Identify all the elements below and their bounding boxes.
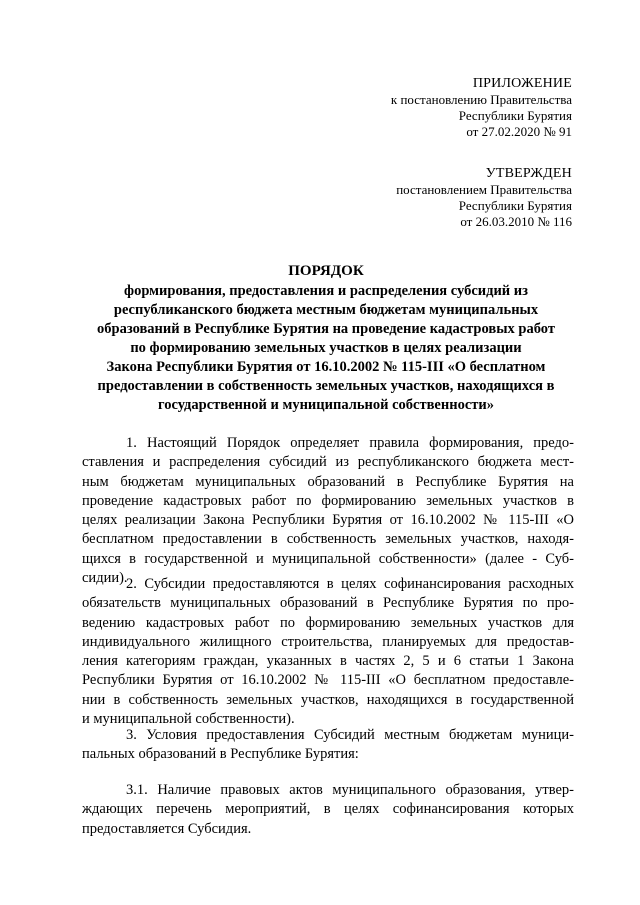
paragraph-line: ным бюджетам муниципальных образований в Республике Бурятия на — [82, 473, 574, 490]
appendix-line: к постановлению Правительства — [390, 92, 572, 107]
appendix-label: ПРИЛОЖЕНИЕ — [472, 76, 572, 91]
approved-line: постановлением Правительства — [396, 182, 572, 197]
paragraph-3 — [82, 726, 574, 765]
paragraph-2 — [82, 575, 574, 729]
document-title — [92, 262, 560, 415]
appendix-header — [391, 76, 572, 140]
paragraph-line: 1. Настоящий Порядок определяет правила формирования, предо- — [126, 435, 574, 451]
approved-date: от 26.03.2010 № 116 — [460, 214, 572, 229]
approved-header — [396, 166, 572, 230]
paragraph-line: индивидуального жилищного строительства, планируемых для предостав- — [82, 633, 574, 650]
paragraph-line: Республики Бурятия от 16.10.2002 № 115-III «О бесплатном предоставле- — [82, 672, 574, 689]
paragraph-line: предоставляется Субсидия. — [82, 820, 252, 837]
title-line: формирования, предоставления и распределения субсидий из — [124, 283, 528, 299]
title-line: по формированию земельных участков в целях реализации — [130, 340, 522, 356]
paragraph-line: и муниципальной собственности). — [82, 711, 295, 728]
paragraph-1 — [82, 434, 574, 588]
paragraph-line: проведение кадастровых работ по формированию земельных участков в — [82, 492, 574, 509]
approved-label: УТВЕРЖДЕН — [485, 166, 572, 181]
approved-line: Республики Бурятия — [458, 198, 572, 213]
title-line: Закона Республики Бурятия от 16.10.2002 № 115-III «О бесплатном — [106, 359, 546, 375]
paragraph-line: бесплатном предоставлении в собственность земельных участков, находя- — [82, 531, 574, 548]
title-line: государственной и муниципальной собственности» — [158, 397, 494, 413]
paragraph-line: ставления и распределения субсидий из республиканского бюджета мест- — [82, 454, 574, 471]
title-line: предоставлении в собственность земельных участков, находящихся в — [97, 378, 555, 394]
appendix-line: Республики Бурятия — [458, 108, 572, 123]
paragraph-line: целях реализации Закона Республики Бурятия от 16.10.2002 № 115-III «О — [82, 512, 574, 529]
paragraph-line: 3. Условия предоставления Субсидий местным бюджетам муници- — [126, 727, 574, 743]
paragraph-line: щихся в государственной и муниципальной собственности» (далее - Суб- — [82, 550, 574, 567]
paragraph-line: ления категориям граждан, указанных в частях 2, 5 и 6 статьи 1 Закона — [82, 653, 574, 670]
paragraph-line: сидии). — [82, 570, 128, 587]
paragraph-line: ведению кадастровых работ по формированию земельных участков для — [82, 614, 574, 631]
title-heading: ПОРЯДОК — [288, 263, 364, 279]
paragraph-line: нии в собственность земельных участков, находящихся в государственной — [82, 691, 574, 708]
paragraph-line: пальных образований в Республике Бурятия: — [82, 746, 359, 763]
paragraph-line: ждающих перечень мероприятий, в целях софинансирования которых — [82, 801, 574, 818]
paragraph-line: 3.1. Наличие правовых актов муниципального образования, утвер- — [126, 782, 574, 798]
appendix-date: от 27.02.2020 № 91 — [466, 124, 572, 139]
title-line: республиканского бюджета местным бюджетам муниципальных — [113, 302, 539, 318]
title-line: образований в Республике Бурятия на проведение кадастровых работ — [97, 321, 555, 337]
paragraph-line: обязательств муниципальных образований в Республике Бурятия по про- — [82, 595, 574, 612]
paragraph-3-1 — [82, 781, 574, 839]
paragraph-line: 2. Субсидии предоставляются в целях софинансирования расходных — [126, 576, 574, 592]
